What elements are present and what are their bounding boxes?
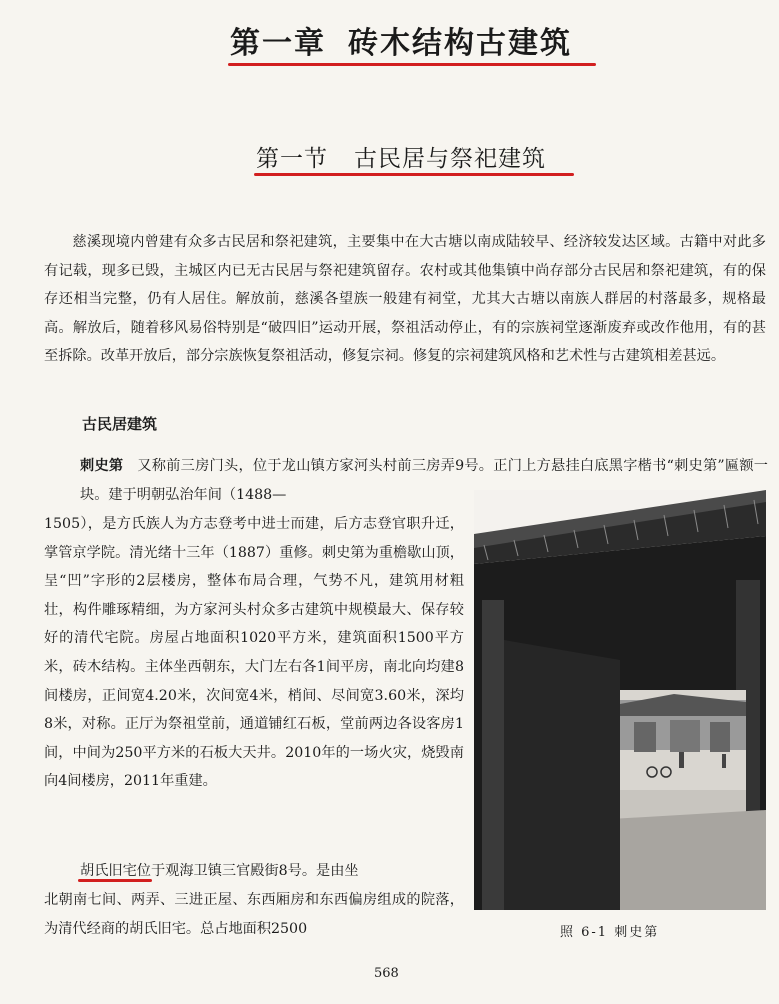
chapter-underline [228, 63, 596, 66]
entry-text: 位于观海卫镇三官殿街8号。是由坐 [136, 863, 359, 879]
entry-term: 胡氏旧宅 [80, 863, 137, 879]
entry-cishidi-continued: 1505），是方氏族人为方志登考中进士而建，后方志登官职升迁，掌管京学院。清光绪十三年（1887）重修。刺史第为重檐歇山顶，呈“凹”字形的2层楼房，整体布局合理，气势不凡，建筑用材粗壮，构件雕琢精细，为方家河头村众多古建筑中规模最大、保存较好的清代宅院。房屋占地面积1020平方米，建筑面积1500平方米，砖木结构。主体坐西朝东，大门左右各1间平房，南北向均建8间楼房，正间宽4.20米，次间宽4米，梢间、尽间宽3.60米，深均8米，对称。正厅为祭祖堂前，通道铺红石板，堂前两边各设客房1间，中间为250平方米的石板大天井。2010年的一场火灾，烧毁南向4间楼房，2011年重建。 [44, 516, 464, 790]
section-title-text: 古民居与祭祀建筑 [354, 146, 546, 172]
chapter-title [230, 18, 600, 62]
section-title [256, 140, 546, 173]
intro-paragraph: 慈溪现境内曾建有众多古民居和祭祀建筑，主要集中在大古塘以南成陆较早、经济较发达区域。古籍中对此多有记载，现多已毁，主城区内已无古民居与祭祀建筑留存。农村或其他集镇中尚存部分古民居和祭祀建筑，有的保存还相当完整，仍有人居住。解放前，慈溪各望族一般建有祠堂，尤其大古塘以南族人群居的村落最多，规格最高。解放后，随着移风易俗特别是“破四旧”运动开展，祭祖活动停止，有的宗族祠堂逐渐废弃或改作他用，有的甚至拆除。改革开放后，部分宗族恢复祭祖活动，修复宗祠。修复的宗祠建筑风格和艺术性与古建筑相差甚远。 [44, 234, 766, 365]
section-number: 第一节 [256, 146, 328, 172]
photo-caption: 照 6-1 刺史第 [560, 925, 660, 940]
chapter-title-text: 砖木结构古建筑 [348, 26, 572, 61]
section-underline [254, 173, 574, 176]
term-underline [78, 879, 152, 882]
entry-text: 又称前三房门头，位于龙山镇方家河头村前三房弄9号。正门上方悬挂白底黑字楷书“刺史第”匾额一块。建于明朝弘治年间（1488— [80, 458, 768, 503]
photo-cishidi [474, 490, 766, 910]
page-number: 568 [374, 966, 399, 981]
subheading: 古民居建筑 [82, 415, 158, 433]
chapter-number: 第一章 [230, 26, 326, 61]
entry-term: 刺史第 [80, 458, 124, 474]
entry-hushijiuzhai-continued: 北朝南七间、两弄、三进正屋、东西厢房和东西偏房组成的院落，为清代经商的胡氏旧宅。总占地面积2500 [44, 892, 464, 937]
